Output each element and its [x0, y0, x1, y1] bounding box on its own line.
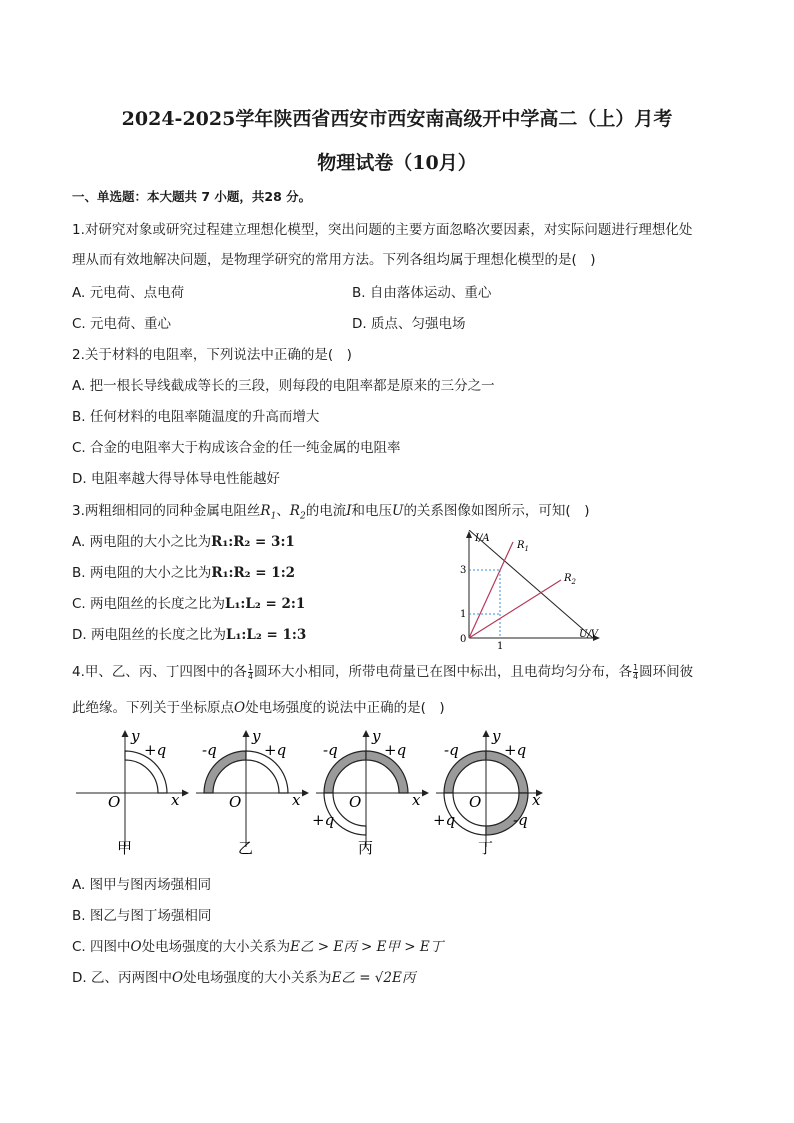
y-tick-3: 3: [460, 565, 467, 576]
q3-option-c: C. 两电阻丝的长度之比为L₁:L₂ = 2:1: [72, 596, 306, 612]
rings-figure: [72, 725, 552, 865]
svg-text:+q: +q: [264, 741, 287, 759]
q1-option-b: B. 自由落体运动、重心: [352, 285, 492, 301]
svg-text:-q: -q: [202, 741, 217, 759]
iu-graph: [455, 530, 605, 650]
y-tick-1: 1: [460, 609, 467, 620]
svg-text:-q: -q: [513, 811, 528, 829]
caption-bing: 丙: [358, 839, 374, 857]
svg-text:-q: -q: [323, 741, 338, 759]
svg-text:y: y: [372, 727, 381, 745]
q4-option-b: B. 图乙与图丁场强相同: [72, 908, 212, 924]
q3-option-a: A. 两电阻的大小之比为R₁:R₂ = 3:1: [72, 534, 295, 550]
r1-label: $R_1$: [517, 540, 529, 553]
caption-yi: 乙: [238, 839, 254, 857]
q2-option-a: A. 把一根长导线截成等长的三段，则每段的电阻率都是原来的三分之一: [72, 378, 495, 394]
svg-text:O: O: [349, 793, 362, 811]
q2-option-b: B. 任何材料的电阻率随温度的升高而增大: [72, 409, 320, 425]
svg-text:x: x: [292, 791, 301, 809]
fraction-quarter-2: $\frac{1}{4}$: [632, 662, 639, 681]
q1-option-c: C. 元电荷、重心: [72, 316, 172, 332]
svg-text:y: y: [131, 727, 140, 745]
x-tick-1: 1: [497, 641, 504, 650]
q1-stem-line-2: 理从而有效地解决问题，是物理学研究的常用方法。下列各组均属于理想化模型的是( ): [72, 252, 596, 268]
svg-text:+q: +q: [384, 741, 407, 759]
svg-text:O: O: [229, 793, 242, 811]
q4-stem-line-1: 4.甲、乙、丙、丁四图中的各 $\frac{1}{4}$ 圆环大小相同，所带电荷量已在图中标出，且电荷均匀分布，各 $\frac{1}{4}$ 圆环间彼: [72, 662, 694, 681]
caption-jia: 甲: [117, 839, 133, 857]
q2-stem: 2.关于材料的电阻率，下列说法中正确的是( ): [72, 347, 352, 363]
q4-option-a: A. 图甲与图丙场强相同: [72, 877, 212, 893]
q2-option-d: D. 电阻率越大得导体导电性能越好: [72, 471, 280, 487]
q1-option-d: D. 质点、匀强电场: [352, 316, 466, 332]
svg-text:+q: +q: [504, 741, 527, 759]
svg-text:x: x: [171, 791, 180, 809]
ring-panel-ding: [433, 727, 542, 857]
q4-option-d: D. 乙、丙两图中O处电场强度的大小关系为E乙 = √2E丙: [72, 970, 416, 986]
ring-panel-bing: [312, 727, 428, 857]
q3-stem: 3.两粗细相同的同种金属电阻丝$R_1$、$R_2$的电流I和电压U的关系图像如图所示，可知( ): [72, 503, 590, 522]
svg-text:+q: +q: [312, 811, 335, 829]
r2-label: $R_2$: [564, 573, 576, 586]
svg-text:x: x: [532, 791, 541, 809]
y-axis-label: I/A: [475, 533, 490, 544]
fraction-quarter-1: $\frac{1}{4}$: [247, 662, 253, 681]
title-line-2: 物理试卷（10月）: [317, 152, 477, 174]
svg-text:O: O: [469, 793, 482, 811]
title-line-1: 2024-2025学年陕西省西安市西安南高级开中学高二（上）月考: [121, 108, 673, 130]
svg-text:+q: +q: [144, 741, 167, 759]
q4-stem-line-2: 此绝缘。下列关于坐标原点O处电场强度的说法中正确的是( ): [72, 700, 445, 716]
x-axis-label: U/V: [579, 629, 599, 640]
svg-text:O: O: [108, 793, 121, 811]
svg-text:x: x: [412, 791, 421, 809]
q3-option-b: B. 两电阻的大小之比为R₁:R₂ = 1:2: [72, 565, 296, 581]
ring-panel-jia: [76, 727, 188, 857]
svg-text:y: y: [492, 727, 501, 745]
q2-option-c: C. 合金的电阻率大于构成该合金的任一纯金属的电阻率: [72, 440, 401, 456]
q4-option-c: C. 四图中O处电场强度的大小关系为E乙 > E丙 > E甲 > E丁: [72, 939, 444, 955]
svg-text:+q: +q: [433, 811, 456, 829]
svg-text:y: y: [252, 727, 261, 745]
q1-stem-line-1: 1.对研究对象或研究过程建立理想化模型，突出问题的主要方面忽略次要因素，对实际问题进行理想化处: [72, 222, 693, 238]
section-header: 一、单选题：本大题共 7 小题，共28 分。: [72, 189, 312, 204]
origin-label: 0: [460, 634, 467, 645]
ring-panel-yi: [196, 727, 308, 857]
caption-ding: 丁: [478, 839, 494, 857]
q3-option-d: D. 两电阻丝的长度之比为L₁:L₂ = 1:3: [72, 627, 307, 643]
q1-option-a: A. 元电荷、点电荷: [72, 285, 185, 301]
svg-text:-q: -q: [444, 741, 459, 759]
